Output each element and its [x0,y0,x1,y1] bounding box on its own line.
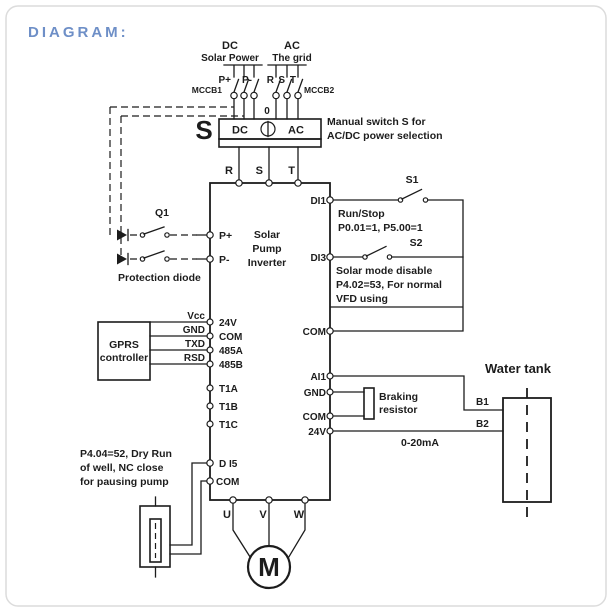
di5-terminal [207,460,213,466]
signal-range-label: 0-20mA [401,437,439,449]
out-s-label: S [255,165,263,177]
out-r-label: R [225,165,233,177]
dc-heading: DC [222,40,238,52]
manual-note-line1: Manual switch S for [327,116,426,128]
s2-contact-b [387,255,391,259]
di1-label: DI1 [310,196,326,207]
inverter-title-2: Pump [252,243,282,255]
right-com-label: COM [302,327,326,338]
di3-terminal [327,254,333,260]
photo-frame [6,6,606,606]
485a-label: 485A [219,346,243,357]
s2-label: S2 [409,237,423,249]
di3-label: DI3 [310,253,326,264]
v-label: V [259,509,267,521]
u-terminal [230,497,236,503]
inverter-r-terminal [236,180,242,186]
braking-label-2: resistor [379,404,418,416]
selector-ac-label: AC [288,124,304,137]
q1-contact-2b [165,257,169,261]
dry-run-note-2: of well, NC close [80,462,164,474]
485b-label: 485B [219,360,243,371]
dc-pole2-terminal [241,92,247,98]
rsd-label: RSD [183,353,205,364]
p-minus-terminal [207,256,213,262]
vcc-label: Vcc [187,311,205,322]
txd-label: TXD [185,339,205,350]
selector-zero-label: 0 [264,106,270,117]
dc-pole3-terminal [251,92,257,98]
p-minus-label: P- [242,75,252,86]
mccb1-label: MCCB1 [191,85,222,95]
ac-pole3-terminal [295,92,301,98]
page-title: DIAGRAM: [28,24,129,41]
t-label: T [289,75,296,86]
ac-pole2-terminal [284,92,290,98]
t1a-label: T1A [219,384,238,395]
com-label: COM [219,332,243,343]
di1-terminal [327,197,333,203]
com2-label: COM [216,477,240,488]
t1b-label: T1B [219,402,238,413]
q1-label: Q1 [154,207,170,219]
com2-terminal [207,478,213,484]
mccb2-label: MCCB2 [304,85,335,95]
right-com2-terminal [327,413,333,419]
t1c-terminal [207,421,213,427]
v-terminal [266,497,272,503]
switch-s-letter: S [195,115,213,145]
out-t-label: T [288,165,295,177]
dc-pole1-terminal [231,92,237,98]
s1-note-2: P0.01=1, P5.00=1 [338,222,423,234]
right-24v-label: 24V [308,427,326,438]
gnd-terminal [327,389,333,395]
q1-contact-1b [165,233,169,237]
24v-terminal [207,319,213,325]
dc-subheading: Solar Power [201,53,259,64]
p-plus-terminal-label: P+ [219,230,233,242]
motor-letter: M [258,552,280,582]
p-minus-terminal-label: P- [219,254,230,266]
s1-contact-b [423,198,427,202]
ac-pole1-terminal [273,92,279,98]
w-label: W [293,509,305,521]
inverter-t-terminal [295,180,301,186]
inverter-s-terminal [266,180,272,186]
485a-terminal [207,347,213,353]
s2-note-1: Solar mode disable [336,265,433,277]
selector-dc-label: DC [232,124,248,137]
24v-label: 24V [219,318,237,329]
u-label: U [223,509,231,521]
p-plus-terminal [207,232,213,238]
water-tank-title: Water tank [485,361,551,376]
ac-subheading: The grid [272,53,312,64]
s1-label: S1 [405,174,419,186]
com-terminal [207,333,213,339]
right-24v-terminal [327,428,333,434]
p-plus-label: P+ [218,75,231,86]
gprs-gnd-label: GND [182,325,205,336]
t1c-label: T1C [219,420,238,431]
t1b-terminal [207,403,213,409]
dry-run-note-3: for pausing pump [80,476,169,488]
gnd-label: GND [303,388,326,399]
b2-label: B2 [476,419,489,430]
ac-heading: AC [284,40,300,52]
di5-label: D I5 [219,459,238,470]
gprs-name-2: controller [99,352,149,364]
protection-diode-caption: Protection diode [118,272,201,284]
inverter-title-3: Inverter [247,257,287,269]
ai1-terminal [327,373,333,379]
b1-label: B1 [476,397,489,408]
s2-note-3: VFD using [336,293,388,305]
right-com2-label: COM [302,412,326,423]
t1a-terminal [207,385,213,391]
braking-label-1: Braking [379,391,419,403]
ai1-label: AI1 [310,372,326,383]
manual-note-line2: AC/DC power selection [327,130,443,142]
s-label: S [278,75,285,86]
s2-note-2: P4.02=53, For normal [336,279,442,291]
right-com-terminal [327,328,333,334]
r-label: R [266,75,274,86]
gprs-name-1: GPRS [109,339,139,351]
dry-run-note-1: P4.04=52, Dry Run [80,448,172,460]
s1-note-1: Run/Stop [338,208,385,220]
w-terminal [302,497,308,503]
485b-terminal [207,361,213,367]
inverter-title-1: Solar [253,229,281,241]
